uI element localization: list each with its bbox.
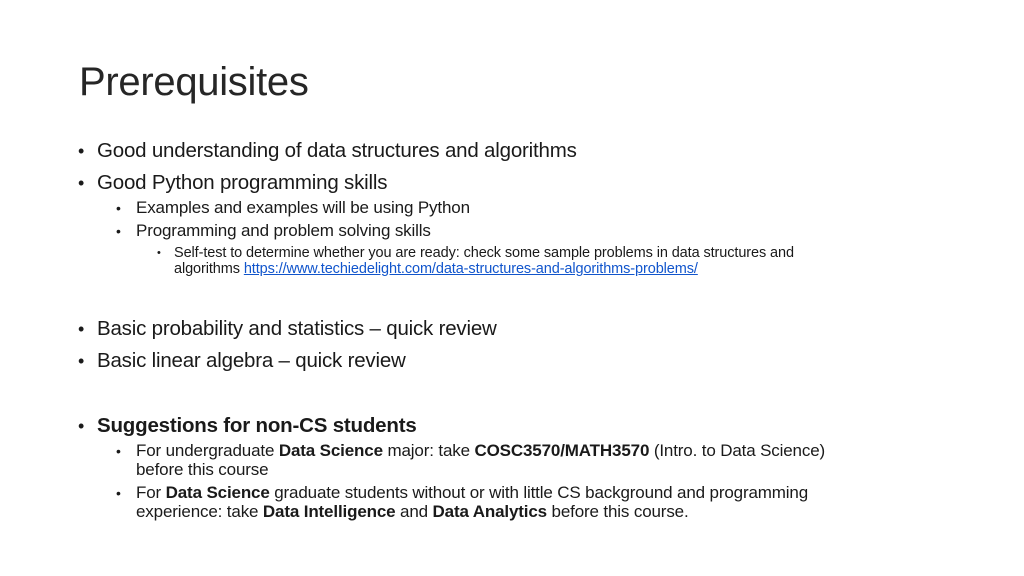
undergrad-line1 bbox=[136, 441, 825, 460]
bullet-probability: Basic probability and statistics – quick review bbox=[97, 317, 497, 340]
techiedelight-link[interactable]: https://www.techiedelight.com/data-structures-and-algorithms-problems/ bbox=[243, 261, 698, 277]
bullet-undergraduate bbox=[136, 441, 825, 479]
text-span: and bbox=[395, 502, 433, 521]
bullet-self-test bbox=[174, 245, 794, 277]
bullet-dot: • bbox=[78, 319, 85, 339]
text-span: experience: take bbox=[136, 502, 263, 521]
bullet-data-structures: Good understanding of data structures and algorithms bbox=[97, 139, 577, 162]
bullet-dot: • bbox=[116, 443, 121, 459]
bold-span: Data Science bbox=[278, 441, 383, 460]
course-code: COSC3570/MATH3570 bbox=[474, 441, 650, 460]
bullet-dot: • bbox=[78, 416, 85, 436]
bullet-examples-python: Examples and examples will be using Python bbox=[136, 198, 470, 217]
bullet-problem-solving: Programming and problem solving skills bbox=[136, 221, 431, 240]
text-span: (Intro. to Data Science) bbox=[649, 441, 826, 460]
bold-span: Data Intelligence bbox=[262, 502, 396, 521]
bullet-dot: • bbox=[78, 141, 85, 161]
self-test-line1: Self-test to determine whether you are ready: check some sample problems in data structures and bbox=[174, 245, 794, 261]
bullet-dot: • bbox=[116, 223, 121, 239]
self-test-prefix: algorithms bbox=[174, 261, 244, 277]
bold-span: Data Analytics bbox=[432, 502, 547, 521]
grad-line1 bbox=[136, 483, 808, 502]
self-test-line2 bbox=[174, 261, 794, 277]
undergrad-line2: before this course bbox=[136, 460, 269, 479]
bullet-dot: • bbox=[116, 200, 121, 216]
bullet-graduate bbox=[136, 483, 808, 521]
bullet-suggestions: Suggestions for non-CS students bbox=[97, 414, 417, 437]
bullet-python-skills: Good Python programming skills bbox=[97, 171, 388, 194]
text-span: major: take bbox=[382, 441, 475, 460]
text-span: graduate students without or with little CS background and programming bbox=[269, 483, 809, 502]
text-span: For undergraduate bbox=[136, 441, 279, 460]
bullet-dot: • bbox=[78, 173, 85, 193]
bold-span: Data Science bbox=[165, 483, 270, 502]
bullet-dot: • bbox=[157, 247, 161, 259]
text-span: before this course. bbox=[546, 502, 689, 521]
bullet-dot: • bbox=[116, 485, 121, 501]
bullet-dot: • bbox=[78, 351, 85, 371]
slide-title: Prerequisites bbox=[79, 60, 309, 104]
text-span: For bbox=[136, 483, 166, 502]
bullet-linear-algebra: Basic linear algebra – quick review bbox=[97, 349, 406, 372]
grad-line2 bbox=[136, 502, 808, 521]
